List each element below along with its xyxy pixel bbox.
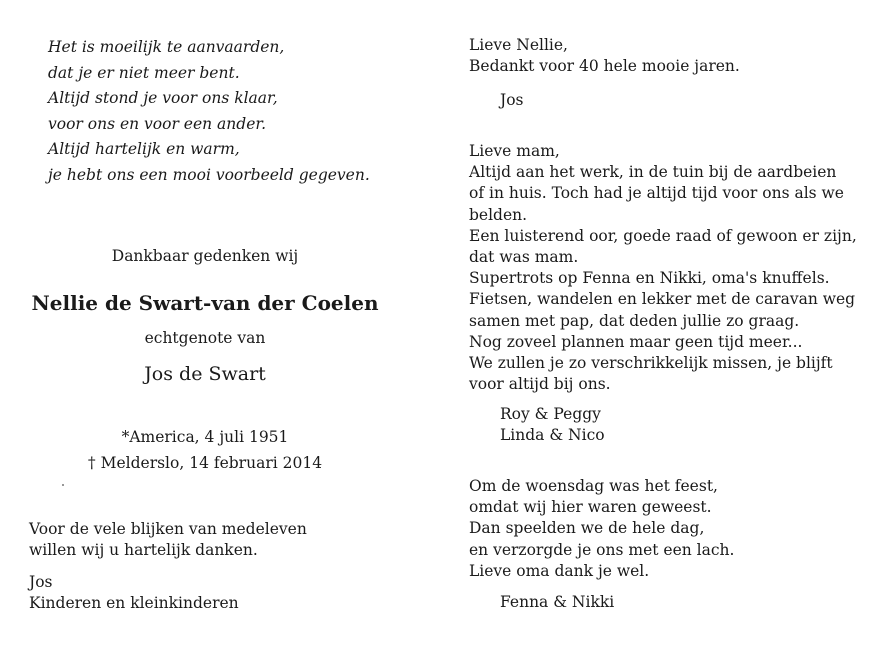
- left-column: [0, 0, 420, 655]
- birth-info: *America, 4 juli 1951: [121, 428, 289, 446]
- message-husband: [469, 35, 740, 77]
- signature-line: Linda & Nico: [500, 426, 605, 445]
- poem-line: voor ons en voor een ander.: [48, 114, 266, 133]
- message-line: Om de woensdag was het feest,: [469, 477, 718, 495]
- message-line: Een luisterend oor, goede raad of gewoon er zijn,: [469, 226, 857, 245]
- memorial-poem: [48, 35, 370, 189]
- thanks-line: Voor de vele blijken van medeleven: [29, 520, 307, 538]
- message-line: Supertrots op Fenna en Nikki, oma's knuffels.: [469, 269, 830, 288]
- spouse-name: Jos de Swart: [144, 363, 266, 385]
- message-line: en verzorgde je ons met een lach.: [469, 540, 735, 559]
- poem-line: Altijd stond je voor ons klaar,: [48, 89, 278, 108]
- death-info: † Melderslo, 14 februari 2014: [87, 454, 323, 472]
- message-line: Bedankt voor 40 hele mooie jaren.: [469, 57, 740, 76]
- remembrance-intro: Dankbaar gedenken wij: [111, 247, 299, 265]
- thanks-line: willen wij u hartelijk danken.: [29, 541, 258, 559]
- message-husband-signature: [469, 90, 524, 111]
- family-signature: [29, 572, 239, 614]
- message-line: Lieve Nellie,: [469, 36, 568, 54]
- signature-line: Fenna & Nikki: [500, 593, 615, 611]
- message-grandchildren: [469, 476, 734, 582]
- poem-line: Altijd hartelijk en warm,: [48, 140, 240, 159]
- message-line: samen met pap, dat deden jullie zo graag.: [469, 311, 800, 330]
- message-line: Dan speelden we de hele dag,: [469, 519, 705, 538]
- signature-line: Roy & Peggy: [500, 405, 601, 423]
- poem-line: Het is moeilijk te aanvaarden,: [48, 38, 285, 56]
- poem-line: dat je er niet meer bent.: [48, 63, 240, 82]
- signature-line: Jos: [29, 573, 53, 591]
- message-line: of in huis. Toch had je altijd tijd voor ons als we: [469, 184, 844, 203]
- deceased-name: Nellie de Swart-van der Coelen: [31, 291, 379, 315]
- message-grandchildren-signature: [469, 592, 614, 613]
- spouse-label: echtgenote van: [144, 329, 266, 347]
- message-line: Fietsen, wandelen en lekker met de caravan weg: [469, 290, 856, 309]
- signature-line: Jos: [500, 91, 524, 109]
- message-line: voor altijd bij ons.: [469, 375, 611, 394]
- poem-line: je hebt ons een mooi voorbeeld gegeven.: [48, 165, 370, 184]
- ink-speck: [62, 484, 64, 486]
- message-children-signature: [469, 404, 605, 446]
- message-children: [469, 141, 857, 395]
- message-line: Altijd aan het werk, in de tuin bij de aardbeien: [469, 163, 837, 182]
- signature-line: Kinderen en kleinkinderen: [29, 594, 239, 612]
- message-line: dat was mam.: [469, 248, 579, 267]
- message-line: Nog zoveel plannen maar geen tijd meer...: [469, 332, 803, 351]
- message-line: omdat wij hier waren geweest.: [469, 498, 712, 517]
- message-line: Lieve oma dank je wel.: [469, 561, 650, 580]
- right-column: [440, 0, 876, 655]
- message-line: We zullen je zo verschrikkelijk missen, je blijft: [469, 354, 833, 373]
- message-line: belden.: [469, 205, 528, 224]
- thanks-text: [29, 519, 307, 561]
- message-line: Lieve mam,: [469, 142, 560, 160]
